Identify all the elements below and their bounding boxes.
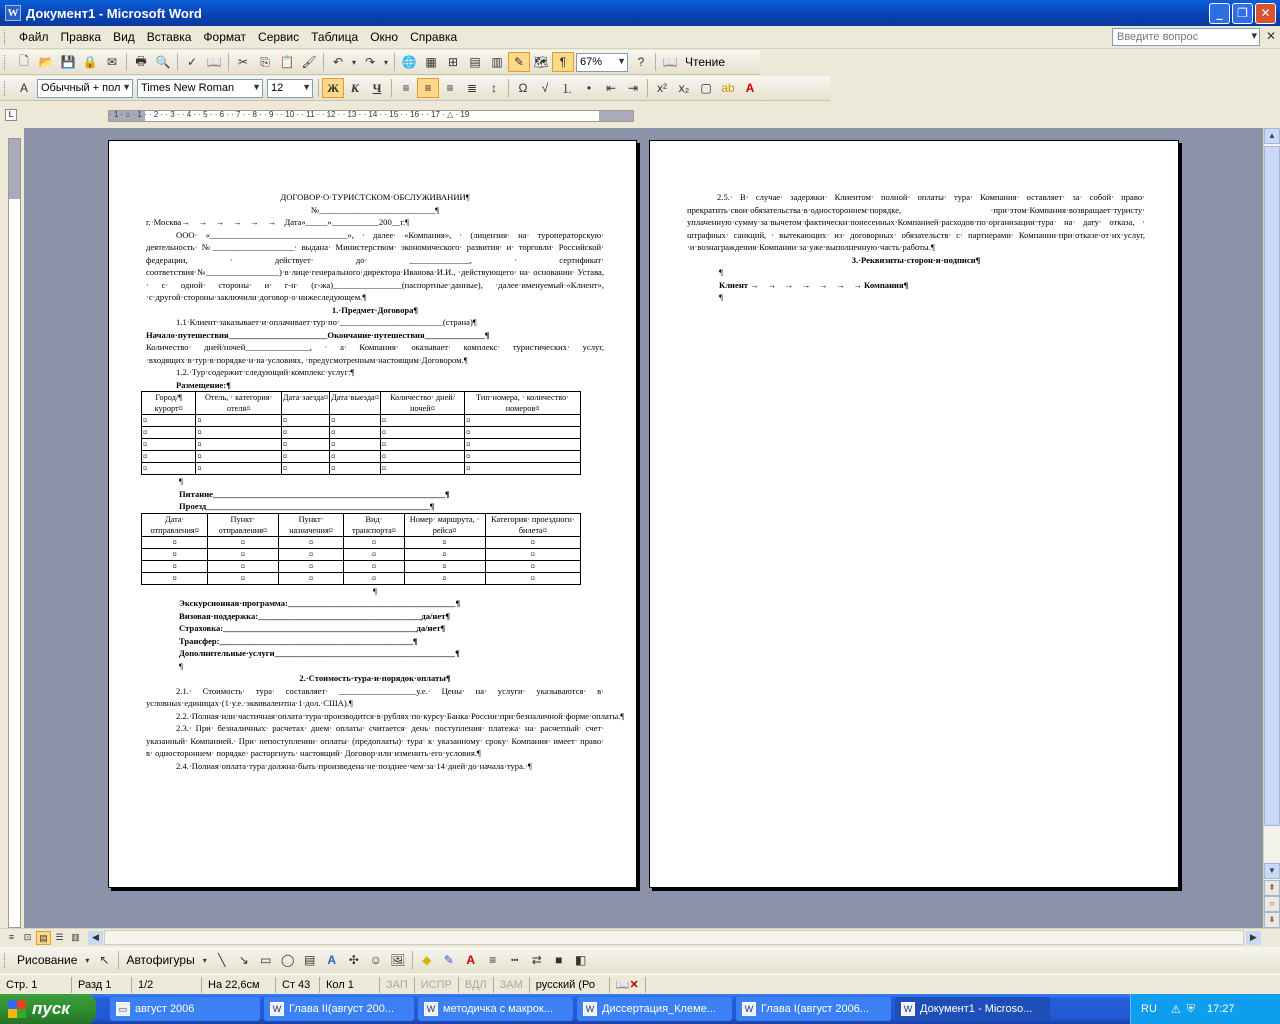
vertical-scrollbar[interactable] (1263, 128, 1280, 928)
line-color-icon[interactable]: ✎ (443, 953, 454, 967)
copy-icon[interactable]: ⎘ (260, 54, 270, 69)
table-cell[interactable]: ¤ (380, 463, 464, 475)
highlight-icon[interactable]: ab (721, 81, 735, 95)
taskbar-item[interactable] (736, 997, 891, 1021)
ruler-strip[interactable] (108, 110, 634, 122)
table-cell[interactable]: ¤ (485, 572, 580, 584)
table-row (142, 548, 581, 560)
empty-paragraph: ¶ (179, 476, 183, 486)
help-icon[interactable]: ? (637, 55, 645, 69)
table-cell[interactable]: Вид· транспорта¤ (344, 513, 404, 536)
clause-1-1: 1.1·Клиент·заказывает·и·оплачивает·тур·по·________________________(страна)¶ (176, 317, 477, 327)
dash-style-icon[interactable]: ┅ (511, 953, 519, 967)
border-icon[interactable]: ▢ (700, 81, 712, 95)
toolbar-grip[interactable] (4, 81, 7, 96)
intro-paragraph: ООО· «________________________________», · далее· «Компания», · (лицензия· на· туроператорскую· деятельность· №___________________· выдана· Министерством· экономического· развития· и· торговли· Российской· федерации, · действует· до· ______________, · сертификат· соответствия·№_________________)·в·лице·генерального·директора·Иванова·И.И., ·действующего· на· основании· Устава, · с· одной· стороны· и· г-н· (г-жа)________________(паспортные·данные), ·далее·именуемый·«Клиент», ·с·другой·стороны·заключили·договор·о·нижеследующем.¶ (146, 229, 607, 302)
table-cell[interactable]: ¤ (380, 427, 464, 439)
menu-help[interactable]: Справка (410, 30, 458, 44)
view-and-hscroll-bar (0, 928, 1280, 946)
reading-view-icon[interactable]: ▥ (71, 932, 80, 942)
toolbar-grip[interactable] (4, 55, 7, 70)
taskbar-item[interactable] (418, 997, 573, 1021)
visa-line: Визовая·поддержка:______________________________________да/нет¶ (179, 610, 451, 621)
separator (126, 53, 127, 71)
taskbar (0, 994, 1280, 1024)
help-dropdown-icon[interactable]: ▾ (1251, 30, 1257, 42)
table-cell[interactable]: Дата·заезда¤ (281, 392, 329, 415)
start-button[interactable] (0, 994, 96, 1024)
clause-2-2: 2.2.·Полная·или·частичная·оплата·тура·производится·в·рублях·по·курсу·Банка·России·при·безналичной·форме·оплаты.¶ (176, 710, 625, 721)
document-map-icon[interactable]: 🗺 (533, 55, 549, 69)
formatting-toolbar (0, 76, 830, 101)
table-cell[interactable]: ¤ (380, 451, 464, 463)
scroll-right-icon[interactable]: ▶ (1246, 931, 1261, 945)
table-cell[interactable]: Категория· проездного· билета¤ (485, 513, 580, 536)
permission-icon[interactable]: 🔒 (82, 55, 98, 69)
status-pages: 1/2 (132, 977, 202, 993)
table-cell[interactable]: ¤ (278, 560, 344, 572)
draw-dropdown-icon[interactable]: ▾ (85, 955, 90, 965)
email-icon[interactable]: ✉ (106, 55, 118, 69)
table-cell[interactable]: ¤ (142, 572, 208, 584)
undo-dropdown-icon[interactable]: ▾ (351, 57, 356, 67)
insert-table-icon[interactable]: ⊞ (447, 55, 459, 69)
table-cell[interactable]: ¤ (142, 536, 208, 548)
table-cell[interactable]: ¤ (208, 572, 278, 584)
table-header-row (142, 392, 581, 415)
format-painter-icon[interactable]: 🖌 (301, 55, 317, 69)
window-title: Документ1 - Microsoft Word (26, 5, 202, 21)
table-cell[interactable]: ¤ (344, 572, 404, 584)
table-cell[interactable]: ¤ (485, 560, 580, 572)
taskbar-item-label: август 2006 (135, 1003, 195, 1015)
antivirus-icon[interactable]: ⚠ (1170, 1003, 1181, 1016)
rectangle-icon[interactable]: ▭ (260, 953, 272, 967)
menu-tools[interactable]: Сервис (258, 30, 300, 44)
line-icon[interactable]: ╲ (218, 953, 226, 967)
redo-icon[interactable]: ↷ (364, 55, 376, 69)
table-row (142, 451, 581, 463)
taskbar-item-label: Глава II(август 200... (289, 1003, 395, 1015)
table-cell[interactable]: ¤ (330, 427, 381, 439)
trip-dates-line: Начало·путешествия_______________________Окончание·путешествия______________¶ (146, 329, 490, 340)
equation-icon[interactable]: √ (541, 81, 549, 95)
table-cell[interactable]: ¤ (281, 415, 329, 427)
diagram-icon[interactable]: ✣ (348, 953, 359, 967)
taskbar-item-label: Глава I(август 2006... (761, 1003, 870, 1015)
clause-2-3: 2.3.· При· безналичных· расчетах· днем· оплаты· считается· день· поступления· платежа· на· расчетный· счет· указанный· Компанией.· При· непоступлении· оплаты· (предоплаты)· тура· к· указанному· сроку· Компания· имеет· право· в· одностороннем· порядке· расторгнуть· настоящий· Договор·или·изменить·его·условия.¶ (146, 723, 607, 758)
menu-insert[interactable]: Вставка (146, 30, 192, 44)
status-page: Стр. 1 (0, 977, 72, 993)
table-cell[interactable]: ¤ (208, 548, 278, 560)
separator (318, 79, 319, 97)
fill-color-icon[interactable]: ◆ (422, 953, 432, 967)
horizontal-ruler (0, 103, 1280, 127)
table-cell[interactable]: ¤ (278, 548, 344, 560)
menu-format[interactable]: Формат (203, 30, 247, 44)
maximize-button[interactable]: ❐ (1232, 3, 1253, 24)
taskbar-item-label: Документ1 - Microso... (920, 1003, 1033, 1015)
font-select[interactable] (137, 79, 263, 98)
menu-edit[interactable]: Правка (60, 30, 102, 44)
menu-bar (0, 26, 1280, 49)
zoom-select[interactable] (576, 53, 628, 72)
title-bar (0, 0, 1280, 26)
menu-window[interactable]: Окно (370, 30, 399, 44)
styles-formatting-icon[interactable]: A (19, 81, 28, 95)
accommodation-table[interactable] (141, 391, 581, 475)
autoshapes-button[interactable]: Автофигуры (126, 953, 195, 967)
table-cell[interactable]: ¤ (465, 451, 581, 463)
table-cell[interactable]: ¤ (278, 536, 344, 548)
excursion-line: Экскурсионная·программа:_______________________________________¶ (179, 598, 461, 608)
start-label: пуск (32, 999, 70, 1018)
system-tray (1130, 994, 1280, 1024)
select-browse-object-icon[interactable]: ○ (1264, 896, 1280, 912)
days-nights-line: Количество· дней/ночей_______________, · а· Компания· оказывает· комплекс· туристических· услуг, ·входящих·в·тур·в·порядке·и·на·условиях, ·предусмотренным·настоящим·Договором.¶ (146, 342, 607, 365)
font-size-value: 12 (271, 81, 284, 94)
table-header-row (142, 513, 581, 536)
spelling-status-icon[interactable]: 📖✕ (610, 977, 646, 993)
zoom-dropdown-icon[interactable]: ▼ (617, 55, 626, 66)
separator (394, 53, 395, 71)
help-search-placeholder: Введите вопрос (1117, 31, 1199, 43)
page-1[interactable] (108, 140, 637, 888)
table-cell[interactable]: Тип·номера, · количество· номеров¤ (465, 392, 581, 415)
new-document-icon[interactable]: 🗋 (19, 53, 29, 68)
table-cell[interactable]: ¤ (142, 548, 208, 560)
word-app-icon[interactable]: W (5, 5, 21, 21)
justify-icon[interactable]: ≣ (466, 81, 478, 95)
table-row (142, 415, 581, 427)
font-color-icon[interactable]: A (466, 953, 476, 967)
table-cell[interactable]: Дата·выезда¤ (330, 392, 381, 415)
table-cell[interactable]: ¤ (142, 427, 196, 439)
decrease-indent-icon[interactable]: ⇤ (605, 81, 617, 95)
taskbar-item-label: методичка с макрок... (443, 1003, 553, 1015)
table-cell[interactable]: ¤ (404, 548, 485, 560)
travel-line: Проезд____________________________________________________¶ (179, 501, 435, 511)
status-trk[interactable]: ИСПР (415, 977, 459, 993)
numbering-icon[interactable]: ⒈ (560, 81, 573, 96)
status-column: Кол 1 (320, 977, 380, 993)
table-cell[interactable]: ¤ (344, 560, 404, 572)
doc-close-icon[interactable]: ✕ (1265, 29, 1276, 43)
empty-paragraph: ¶ (719, 292, 723, 302)
insurance-line: Страховка:_____________________________________________да/нет¶ (179, 623, 446, 633)
taskbar-item-label: Диссертация_Клеме... (602, 1003, 716, 1015)
table-cell[interactable]: ¤ (142, 439, 196, 451)
extra-services-line: Дополнительные·услуги__________________________________________¶ (179, 648, 460, 658)
web-view-icon[interactable]: ⊡ (23, 932, 32, 942)
word-doc-icon: W (424, 1002, 438, 1016)
clause-1-2: 1.2.·Тур·содержит·следующий·комплекс·услуг:¶ (176, 367, 355, 377)
status-line: Ст 43 (276, 977, 320, 993)
print-layout-icon[interactable]: ▤ (36, 931, 51, 945)
redo-dropdown-icon[interactable]: ▾ (383, 57, 388, 67)
table-row (142, 439, 581, 451)
table-cell[interactable]: ¤ (196, 415, 281, 427)
separator (118, 951, 119, 969)
tab-arrows: → → → → → → → (750, 279, 862, 290)
toolbar-grip[interactable] (4, 30, 7, 45)
table-cell[interactable]: ¤ (465, 427, 581, 439)
print-icon[interactable]: 🖶 (135, 53, 147, 68)
arrow-style-icon[interactable]: ⇄ (531, 953, 542, 967)
table-cell[interactable]: ¤ (208, 536, 278, 548)
research-icon[interactable]: 📖 (206, 55, 222, 69)
security-icon[interactable]: ⛨ (1186, 1002, 1196, 1015)
status-bar (0, 974, 1280, 994)
reading-layout-icon[interactable]: 📖 (662, 55, 678, 69)
bullets-icon[interactable]: • (586, 81, 592, 95)
table-cell[interactable]: ¤ (330, 451, 381, 463)
transport-table[interactable] (141, 513, 581, 585)
table-cell[interactable]: ¤ (281, 439, 329, 451)
next-page-icon[interactable]: ⇟ (1264, 912, 1280, 928)
empty-paragraph: ¶ (373, 585, 377, 596)
superscript-icon[interactable]: x² (657, 81, 667, 95)
table-row (142, 560, 581, 572)
contract-number: №___________________________¶ (310, 204, 440, 215)
word-doc-icon: W (270, 1002, 284, 1016)
scroll-down-icon[interactable]: ▼ (1264, 863, 1280, 879)
3d-icon[interactable]: ◧ (575, 953, 587, 967)
clause-2-1: 2.1.· Стоимость· тура· составляет· __________________у.е.· Цены· на· услуги· указываются· в· условных·единицах·(1·у.е.·эквивалентна·1·дол.·США).¶ (146, 685, 607, 708)
table-cell[interactable]: ¤ (404, 572, 485, 584)
show-hide-icon[interactable]: ¶ (552, 52, 574, 72)
ruler-marks: · 1 · ⌂ · 1 · · 2 · · 3 · · 4 · · 5 · · 6 · · 7 · · 8 · · 9 · · 10 · · 11 · · 12 · · 13 · · 14 · · 15 · · 16 · · 17 · △ · 19 (109, 110, 470, 119)
empty-paragraph: ¶ (179, 660, 183, 671)
spelling-icon[interactable]: ✓ (186, 55, 198, 69)
select-objects-icon[interactable]: ↖ (99, 953, 110, 967)
align-left-icon[interactable]: ≡ (402, 81, 410, 95)
section-2-title: 2.·Стоимость·тура·и·порядок·оплаты¶ (299, 673, 451, 683)
table-cell[interactable]: ¤ (142, 463, 196, 475)
empty-paragraph: ¶ (719, 267, 723, 277)
section-1-title: 1.·Предмет·Договора¶ (331, 304, 419, 315)
minimize-button[interactable]: _ (1209, 3, 1230, 24)
drawing-icon[interactable]: ✎ (508, 52, 530, 72)
table-row (142, 427, 581, 439)
status-ext[interactable]: ВДЛ (459, 977, 494, 993)
table-cell[interactable]: Отель, · категория· отеля¤ (196, 392, 281, 415)
separator (323, 53, 324, 71)
toolbar-grip[interactable] (4, 953, 7, 968)
autoshapes-dropdown-icon[interactable]: ▾ (202, 955, 207, 965)
table-cell[interactable]: ¤ (278, 572, 344, 584)
columns-icon[interactable]: ▥ (491, 55, 503, 69)
outline-view-icon[interactable]: ☰ (55, 932, 64, 942)
shadow-icon[interactable]: ■ (555, 953, 563, 967)
style-select[interactable] (37, 79, 133, 98)
table-cell[interactable]: Пункт· отправления¤ (208, 513, 278, 536)
cut-icon[interactable]: ✂ (237, 55, 249, 69)
city-date-line: г.·Москва→ → → → → → Дата«_____»___________200__г.¶ (146, 217, 409, 227)
italic-button[interactable]: К (350, 80, 360, 95)
meals-line: Питание______________________________________________________¶ (179, 488, 450, 499)
style-dropdown-icon[interactable]: ▼ (122, 81, 131, 92)
language-indicator[interactable]: RU (1141, 1003, 1157, 1015)
separator (647, 79, 648, 97)
scroll-left-icon[interactable]: ◀ (88, 931, 103, 945)
table-cell[interactable]: Город/¶ курорт¤ (142, 392, 196, 415)
transfer-line: Трансфер:_____________________________________________¶ (179, 635, 418, 646)
draw-menu-button[interactable]: Рисование (17, 953, 78, 967)
table-cell[interactable]: ¤ (196, 451, 281, 463)
table-cell[interactable]: ¤ (465, 415, 581, 427)
document-area[interactable] (24, 128, 1263, 928)
save-icon[interactable]: 💾 (60, 55, 76, 69)
tab-selector-icon[interactable]: L (5, 109, 17, 121)
table-cell[interactable]: ¤ (330, 463, 381, 475)
picture-icon[interactable]: 🖼 (390, 953, 406, 967)
status-rec[interactable]: ЗАП (380, 977, 415, 993)
insert-symbol-icon[interactable]: Ω (518, 81, 528, 95)
table-cell[interactable]: ¤ (142, 415, 196, 427)
line-style-icon[interactable]: ≡ (489, 953, 497, 967)
size-dropdown-icon[interactable]: ▼ (302, 81, 311, 92)
horizontal-scrollbar[interactable] (104, 930, 1244, 945)
word-doc-icon: W (583, 1002, 597, 1016)
clipart-icon[interactable]: ☺ (369, 953, 382, 967)
status-position: На 22,6см (202, 977, 276, 993)
folder-icon: ▭ (116, 1002, 130, 1016)
vertical-ruler (0, 128, 24, 928)
clause-2-5: 2.5.· В· случае· задержки· Клиентом· полной· оплаты· тура· Компания· оставляет· за· собой· право· прекратить·свои·обязательства·в·одностороннем·порядке, ·при·этом·Компания·возвращает·туристу· уплаченную·сумму·за·вычетом·фактически·понесенных·Компанией·расходов·по·организации·тура· на· дату· отказа, · штрафных· санкций, · вытекающих· из· договорных· обязательств· с· партнерами· Компании·при·отказе·от·их·услуг, ·и·вознаграждения·Компании·за·уже·выполненную·часть·работы.¶ (687, 192, 1148, 252)
separator (391, 79, 392, 97)
table-cell[interactable]: Номер· маршрута, · рейса¤ (404, 513, 485, 536)
separator (177, 53, 178, 71)
client-label: Клиент (719, 279, 748, 290)
table-cell[interactable]: Количество· дней/ночей¤ (380, 392, 464, 415)
align-center-icon[interactable]: ≡ (417, 78, 439, 98)
table-cell[interactable]: ¤ (142, 451, 196, 463)
word-doc-icon: W (742, 1002, 756, 1016)
hyperlink-icon[interactable]: 🌐 (401, 55, 417, 69)
vruler-strip[interactable] (8, 138, 21, 928)
scroll-up-icon[interactable]: ▲ (1264, 128, 1280, 144)
subscript-icon[interactable]: x₂ (678, 81, 690, 95)
taskbar-item[interactable] (577, 997, 732, 1021)
arrow-icon[interactable]: ↘ (238, 953, 249, 967)
help-search-input[interactable] (1112, 28, 1260, 46)
table-row (142, 463, 581, 475)
textbox-icon[interactable]: ▤ (304, 953, 316, 967)
section-3-title: 3.·Реквизиты·сторон·и·подписи¶ (851, 254, 981, 265)
previous-page-icon[interactable]: ⇞ (1264, 880, 1280, 896)
table-row (142, 572, 581, 584)
table-cell[interactable]: ¤ (404, 560, 485, 572)
word-doc-icon: W (901, 1002, 915, 1016)
open-folder-icon[interactable]: 📂 (38, 55, 54, 69)
clock[interactable]: 17:27 (1207, 1003, 1235, 1015)
taskbar-item[interactable] (264, 997, 414, 1021)
table-cell[interactable]: Пункт· назначения¤ (278, 513, 344, 536)
contract-title: ДОГОВОР·О·ТУРИСТСКОМ·ОБСЛУЖИВАНИИ¶ (280, 192, 470, 202)
status-language: русский (Ро (530, 977, 610, 993)
line-spacing-icon[interactable]: ↕ (491, 81, 497, 95)
table-cell[interactable]: Дата· отправления¤ (142, 513, 208, 536)
table-cell[interactable]: ¤ (196, 463, 281, 475)
oval-icon[interactable]: ◯ (281, 953, 295, 967)
table-cell[interactable]: ¤ (330, 439, 381, 451)
table-cell[interactable]: ¤ (281, 463, 329, 475)
table-cell[interactable]: ¤ (485, 536, 580, 548)
table-cell[interactable]: ¤ (196, 427, 281, 439)
standard-toolbar (0, 50, 760, 75)
increase-indent-icon[interactable]: ⇥ (627, 81, 639, 95)
taskbar-item[interactable] (110, 997, 260, 1021)
status-ovr[interactable]: ЗАМ (494, 977, 530, 993)
tables-borders-icon[interactable]: ▦ (425, 55, 437, 69)
normal-view-icon[interactable]: ≡ (8, 932, 15, 942)
separator (655, 53, 656, 71)
style-value: Обычный + пол (41, 81, 121, 94)
table-cell[interactable]: ¤ (380, 439, 464, 451)
zoom-value: 67% (580, 55, 603, 68)
table-cell[interactable]: ¤ (208, 560, 278, 572)
close-button[interactable]: ✕ (1255, 3, 1276, 24)
align-right-icon[interactable]: ≡ (446, 81, 454, 95)
signatures-line (687, 279, 1145, 292)
font-color-icon[interactable]: A (745, 81, 755, 95)
taskbar-item-active[interactable] (895, 997, 1050, 1021)
table-cell[interactable]: ¤ (196, 439, 281, 451)
company-label: Компания¶ (864, 279, 909, 290)
reading-layout-button[interactable]: Чтение (685, 55, 726, 69)
menu-table[interactable]: Таблица (311, 30, 359, 44)
accommodation-label: Размещение:¶ (176, 379, 231, 390)
table-cell[interactable]: ¤ (380, 415, 464, 427)
table-cell[interactable]: ¤ (344, 548, 404, 560)
font-value: Times New Roman (141, 81, 235, 94)
table-cell[interactable]: ¤ (330, 415, 381, 427)
table-cell[interactable]: ¤ (281, 451, 329, 463)
bold-button[interactable]: Ж (322, 78, 344, 98)
page-2[interactable] (649, 140, 1179, 888)
drawing-toolbar (0, 947, 1280, 973)
separator (412, 951, 413, 969)
scroll-thumb[interactable] (1264, 146, 1280, 826)
undo-icon[interactable]: ↶ (332, 55, 344, 69)
table-cell[interactable]: ¤ (465, 463, 581, 475)
underline-button[interactable]: Ч (372, 80, 382, 95)
table-cell[interactable]: ¤ (344, 536, 404, 548)
font-dropdown-icon[interactable]: ▼ (252, 81, 261, 92)
table-cell[interactable]: ¤ (142, 560, 208, 572)
clause-2-4: 2.4.·Полная·оплата·тура·должна·быть·произведена·не·позднее·чем·за·14·дней·до·начала·тура.·¶ (176, 760, 532, 771)
table-cell[interactable]: ¤ (485, 548, 580, 560)
separator (228, 53, 229, 71)
windows-flag-icon (8, 1000, 26, 1018)
table-cell[interactable]: ¤ (404, 536, 485, 548)
print-preview-icon[interactable]: 🔍 (155, 55, 171, 69)
table-cell[interactable]: ¤ (465, 439, 581, 451)
paste-icon[interactable]: 📋 (279, 55, 295, 69)
separator (508, 79, 509, 97)
wordart-icon[interactable]: A (327, 953, 337, 967)
font-size-select[interactable] (267, 79, 313, 98)
menu-file[interactable]: Файл (19, 30, 49, 44)
table-row (142, 536, 581, 548)
status-section: Разд 1 (72, 977, 132, 993)
insert-excel-icon[interactable]: ▤ (469, 55, 481, 69)
table-cell[interactable]: ¤ (281, 427, 329, 439)
menu-view[interactable]: Вид (113, 30, 135, 44)
